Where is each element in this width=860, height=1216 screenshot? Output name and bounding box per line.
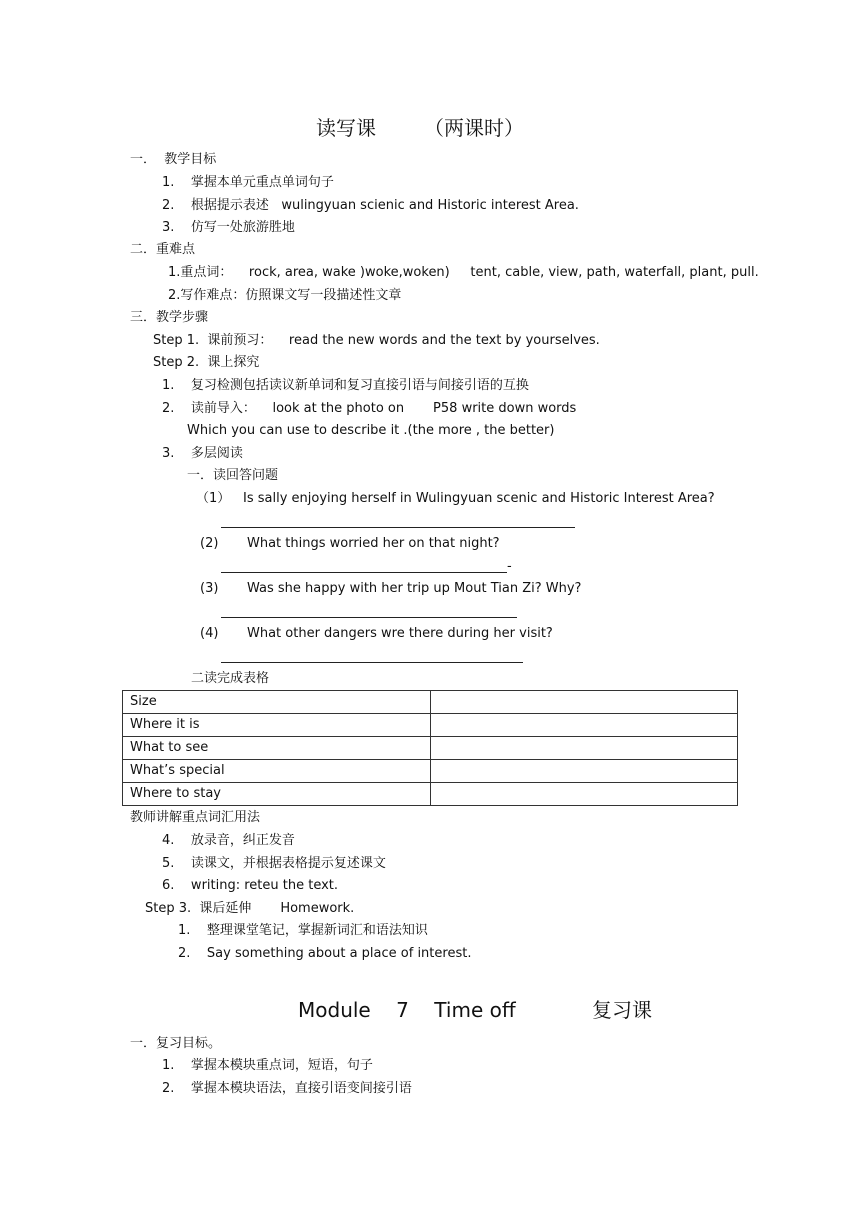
info-table <box>122 690 738 806</box>
question-text: Was she happy with her trip up Mout Tian Zi? Why? <box>247 581 582 596</box>
table-cell-value <box>431 760 738 783</box>
teacher-note: 教师讲解重点词汇用法 <box>130 810 261 825</box>
step-item: 1. 复习检测包括读议新单词和复习直接引语与间接引语的互换 <box>162 378 529 393</box>
table-row <box>123 760 738 783</box>
page-title: 读写课 <box>316 116 376 140</box>
question-number: （1） <box>196 491 231 506</box>
table-row <box>123 737 738 760</box>
homework-item: 1. 整理课堂笔记，掌握新词汇和语法知识 <box>178 923 428 938</box>
section-heading-steps: 三．教学步骤 <box>130 310 209 325</box>
step-item: 2. 读前导入： look at the photo on P58 write down words <box>162 401 577 416</box>
answer-line <box>221 527 575 528</box>
table-cell-value <box>431 737 738 760</box>
table-cell-label: Where to stay <box>123 783 431 806</box>
step-item: 6. writing: reteu the text. <box>162 878 339 893</box>
goal-item: 1. 掌握本单元重点单词句子 <box>162 175 334 190</box>
answer-line <box>221 662 523 663</box>
table-cell-label: What’s special <box>123 760 431 783</box>
question-number: (4) <box>200 626 219 641</box>
module-title: Module 7 Time off <box>298 998 516 1022</box>
difficulty-item: 1.重点词： rock, area, wake )woke,woken) tent, cable, view, path, waterfall, plant, pull. <box>168 265 759 280</box>
table-heading: 二读完成表格 <box>191 671 270 686</box>
goal-item: 2. 根据提示表述 wulingyuan scienic and Historic interest Area. <box>162 198 579 213</box>
homework-item: 2. Say something about a place of interest. <box>178 946 472 961</box>
section-heading-goals: 一． 教学目标 <box>130 152 217 167</box>
module-item: 2. 掌握本模块语法，直接引语变间接引语 <box>162 1081 412 1096</box>
question-number: (2) <box>200 536 219 551</box>
step-item: 4. 放录音，纠正发音 <box>162 833 295 848</box>
step-2: Step 2. 课上探究 <box>153 355 260 370</box>
question-text: What other dangers wre there during her visit? <box>247 626 553 641</box>
table-cell-label: Where it is <box>123 714 431 737</box>
difficulty-item: 2.写作难点：仿照课文写一段描述性文章 <box>168 288 402 303</box>
step-3: Step 3. 课后延伸 Homework. <box>145 901 355 916</box>
reading-heading: 一．读回答问题 <box>187 468 279 483</box>
answer-line <box>221 617 517 618</box>
section-heading-difficulties: 二．重难点 <box>130 242 196 257</box>
table-row <box>123 714 738 737</box>
answer-line <box>221 572 507 573</box>
goal-item: 3. 仿写一处旅游胜地 <box>162 220 295 235</box>
step-item-continued: Which you can use to describe it .(the more , the better) <box>187 423 555 438</box>
table-row <box>123 783 738 806</box>
table-row <box>123 691 738 714</box>
step-item: 5. 读课文，并根据表格提示复述课文 <box>162 856 386 871</box>
table-cell-value <box>431 714 738 737</box>
module-item: 1. 掌握本模块重点词，短语，句子 <box>162 1058 373 1073</box>
module-heading: 一．复习目标。 <box>130 1036 222 1051</box>
answer-line-tail: - <box>507 559 512 574</box>
table-cell-label: Size <box>123 691 431 714</box>
step-1: Step 1. 课前预习： read the new words and the text by yourselves. <box>153 333 600 348</box>
table-cell-value <box>431 691 738 714</box>
step-item: 3. 多层阅读 <box>162 446 243 461</box>
question-text: Is sally enjoying herself in Wulingyuan scenic and Historic Interest Area? <box>243 491 715 506</box>
question-number: (3) <box>200 581 219 596</box>
table-cell-value <box>431 783 738 806</box>
table-cell-label: What to see <box>123 737 431 760</box>
page-subtitle: （两课时） <box>424 116 524 140</box>
module-type: 复习课 <box>592 998 652 1022</box>
question-text: What things worried her on that night? <box>247 536 500 551</box>
